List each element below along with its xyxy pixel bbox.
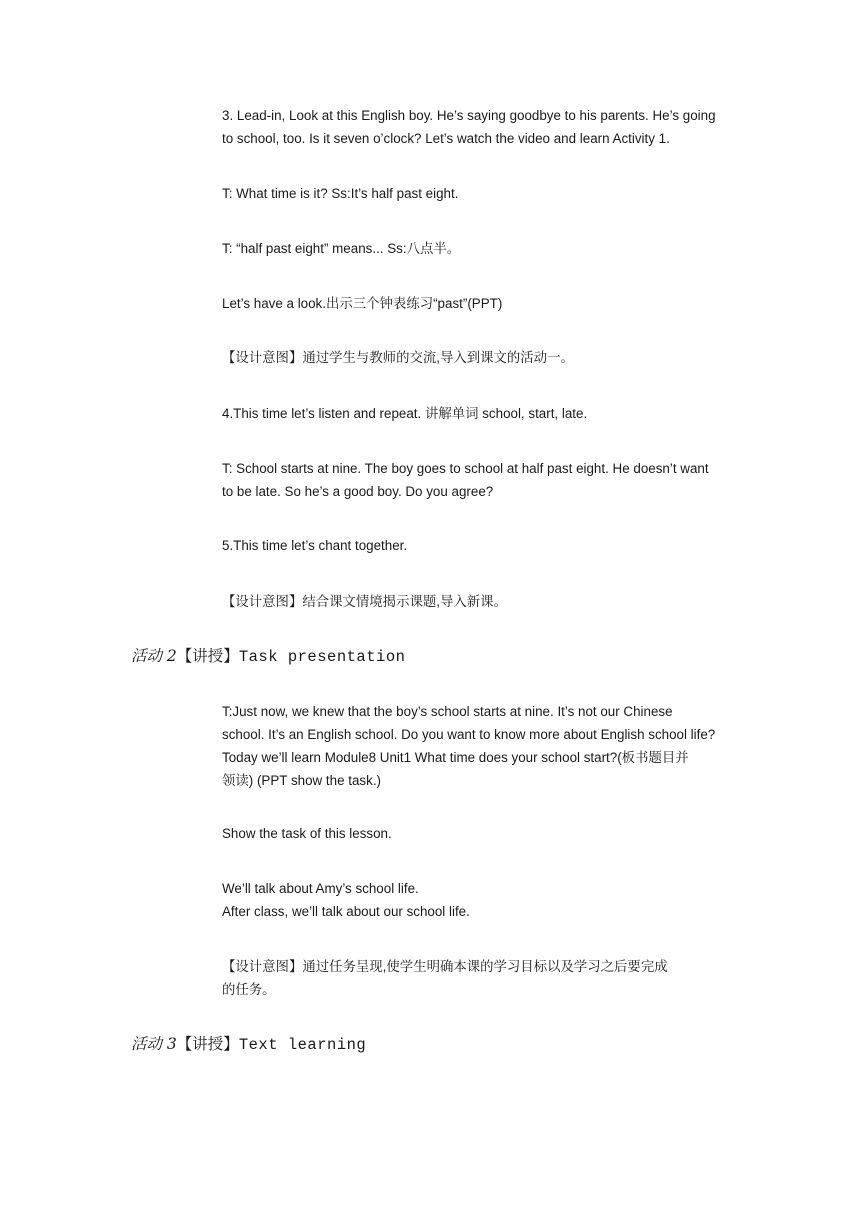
paragraph-lead-in	[222, 104, 742, 150]
heading-activity-3	[131, 1033, 366, 1056]
paragraph-school-starts	[222, 457, 742, 503]
paragraph-design-intent-2	[222, 590, 742, 613]
paragraph-dialogue-meaning	[222, 237, 742, 260]
activity-tag: 【讲授】	[176, 1035, 239, 1053]
activity-title: Task presentation	[238, 648, 406, 666]
text-line: school. It’s an English school. Do you want to know more about English school life?	[222, 727, 716, 742]
heading-activity-2	[131, 645, 405, 668]
text-line: 【设计意图】通过任务呈现,使学生明确本课的学习目标以及学习之后要完成	[222, 959, 668, 974]
text-line: After class, we’ll talk about our school life.	[222, 904, 470, 919]
text-line: Let’s have a look.出示三个钟表练习“past”(PPT)	[222, 296, 503, 311]
text-line: 5.This time let’s chant together.	[222, 538, 408, 553]
paragraph-show-task	[222, 822, 742, 845]
text-line: 【设计意图】通过学生与教师的交流,导入到课文的活动一。	[222, 350, 574, 365]
text-line: Show the task of this lesson.	[222, 826, 392, 841]
text-line: 【设计意图】结合课文情境揭示课题,导入新课。	[222, 594, 507, 609]
text-line: T:Just now, we knew that the boy’s school starts at nine. It’s not our Chinese	[222, 704, 673, 719]
paragraph-design-intent-1	[222, 346, 742, 369]
paragraph-task-intro	[222, 700, 742, 792]
text-line: to school, too. Is it seven o’clock? Let’s watch the video and learn Activity 1.	[222, 131, 670, 146]
text-line: 领读) (PPT show the task.)	[222, 773, 381, 788]
text-line: 4.This time let’s listen and repeat. 讲解单词 school, start, late.	[222, 406, 588, 421]
paragraph-chant	[222, 534, 742, 557]
text-line: 3. Lead-in, Look at this English boy. He’s saying goodbye to his parents. He’s going	[222, 108, 716, 123]
paragraph-clock-practice	[222, 292, 742, 315]
paragraph-dialogue-time	[222, 182, 742, 205]
activity-number: 活动 3	[131, 1035, 177, 1053]
text-line: We’ll talk about Amy’s school life.	[222, 881, 419, 896]
text-line: T: School starts at nine. The boy goes to school at half past eight. He doesn’t want	[222, 461, 709, 476]
text-line: Today we’ll learn Module8 Unit1 What time does your school start?(板书题目并	[222, 750, 689, 765]
activity-title: Text learning	[238, 1036, 367, 1054]
text-line: 的任务。	[222, 982, 276, 997]
paragraph-talk-about	[222, 877, 742, 923]
paragraph-listen-repeat	[222, 402, 742, 425]
text-line: T: “half past eight” means... Ss:八点半。	[222, 241, 461, 256]
activity-tag: 【讲授】	[176, 647, 239, 665]
activity-number: 活动 2	[131, 647, 177, 665]
text-line: T: What time is it? Ss:It’s half past eight.	[222, 186, 459, 201]
text-line: to be late. So he’s a good boy. Do you agree?	[222, 484, 494, 499]
paragraph-design-intent-3	[222, 955, 742, 1001]
